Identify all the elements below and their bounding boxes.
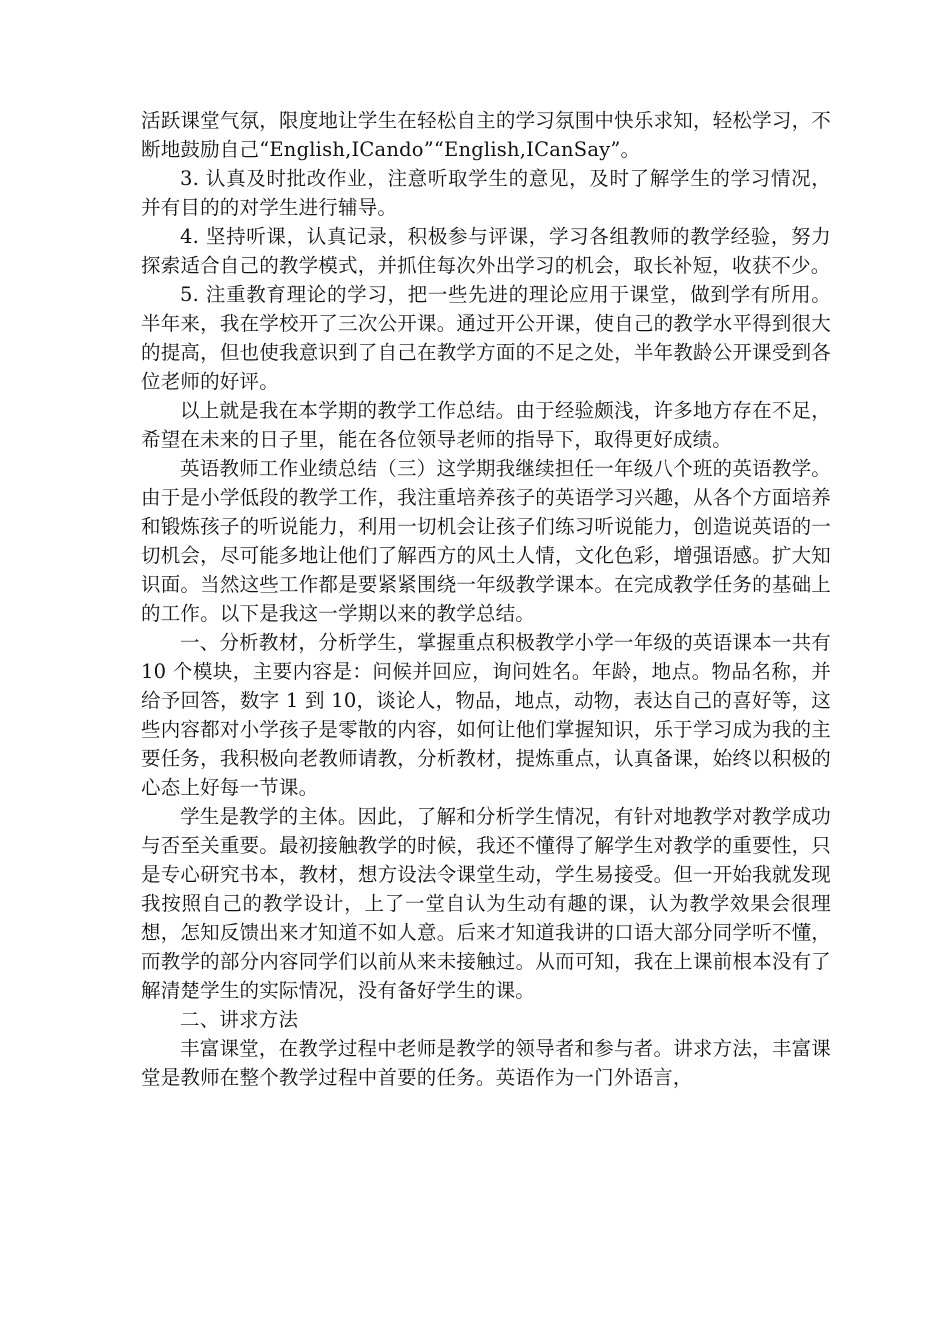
paragraph-item-5: 5. 注重教育理论的学习，把一些先进的理论应用于课堂，做到学有所用。半年来，我在学校开了三次公开课。通过开公开课，使自己的教学水平得到很大的提高，但也使我意识到了自己在教学方面的不足之处，半年教龄公开课受到各位老师的好评。 [141, 283, 831, 393]
document-body [141, 106, 831, 1092]
paragraph-rich-classroom: 丰富课堂，在教学过程中老师是教学的领导者和参与者。讲求方法，丰富课堂是教师在整个教学过程中首要的任务。英语作为一门外语言， [141, 1037, 831, 1089]
paragraph-continuation: 活跃课堂气氛，限度地让学生在轻松自主的学习氛围中快乐求知，轻松学习，不断地鼓励自己“English,ICando”“English,ICanSay”。 [141, 109, 831, 161]
paragraph-item-3: 3. 认真及时批改作业，注意听取学生的意见，及时了解学生的学习情况，并有目的的对学生进行辅导。 [141, 167, 831, 219]
paragraph-summary-three-intro: 英语教师工作业绩总结（三）这学期我继续担任一年级八个班的英语教学。由于是小学低段的教学工作，我注重培养孩子的英语学习兴趣，从各个方面培养和锻炼孩子的听说能力，利用一切机会让孩子们练习听说能力，创造说英语的一切机会，尽可能多地让他们了解西方的风土人情，文化色彩，增强语感。扩大知识面。当然这些工作都是要紧紧围绕一年级教学课本。在完成教学任务的基础上的工作。以下是我这一学期以来的教学总结。 [141, 457, 831, 625]
paragraph-students: 学生是教学的主体。因此，了解和分析学生情况，有针对地教学对教学成功与否至关重要。最初接触教学的时候，我还不懂得了解学生对教学的重要性，只是专心研究书本，教材，想方设法令课堂生动，学生易接受。但一开始我就发现我按照自己的教学设计，上了一堂自认为生动有趣的课，认为教学效果会很理想，怎知反馈出来才知道不如人意。后来才知道我讲的口语大部分同学听不懂，而教学的部分内容同学们以前从来未接触过。从而可知，我在上课前根本没有了解清楚学生的实际情况，没有备好学生的课。 [141, 805, 831, 1002]
paragraph-section-one: 一、分析教材，分析学生，掌握重点积极教学小学一年级的英语课本一共有 10 个模块，主要内容是：问候并回应，询问姓名。年龄，地点。物品名称，并给予回答，数字 1 到 10，谈论人，物品，地点，动物，表达自己的喜好等，这些内容都对小学孩子是零散的内容，如何让他们掌握知识，乐于学习成为我的主要任务，我积极向老教师请教，分析教材，提炼重点，认真备课，始终以积极的心态上好每一节课。 [141, 631, 831, 799]
paragraph-conclusion: 以上就是我在本学期的教学工作总结。由于经验颇浅，许多地方存在不足，希望在未来的日子里，能在各位领导老师的指导下，取得更好成绩。 [141, 399, 831, 451]
paragraph-item-4: 4. 坚持听课，认真记录，积极参与评课，学习各组教师的教学经验，努力探索适合自己的教学模式，并抓住每次外出学习的机会，取长补短，收获不少。 [141, 225, 831, 277]
section-heading-two: 二、讲求方法 [180, 1008, 299, 1031]
